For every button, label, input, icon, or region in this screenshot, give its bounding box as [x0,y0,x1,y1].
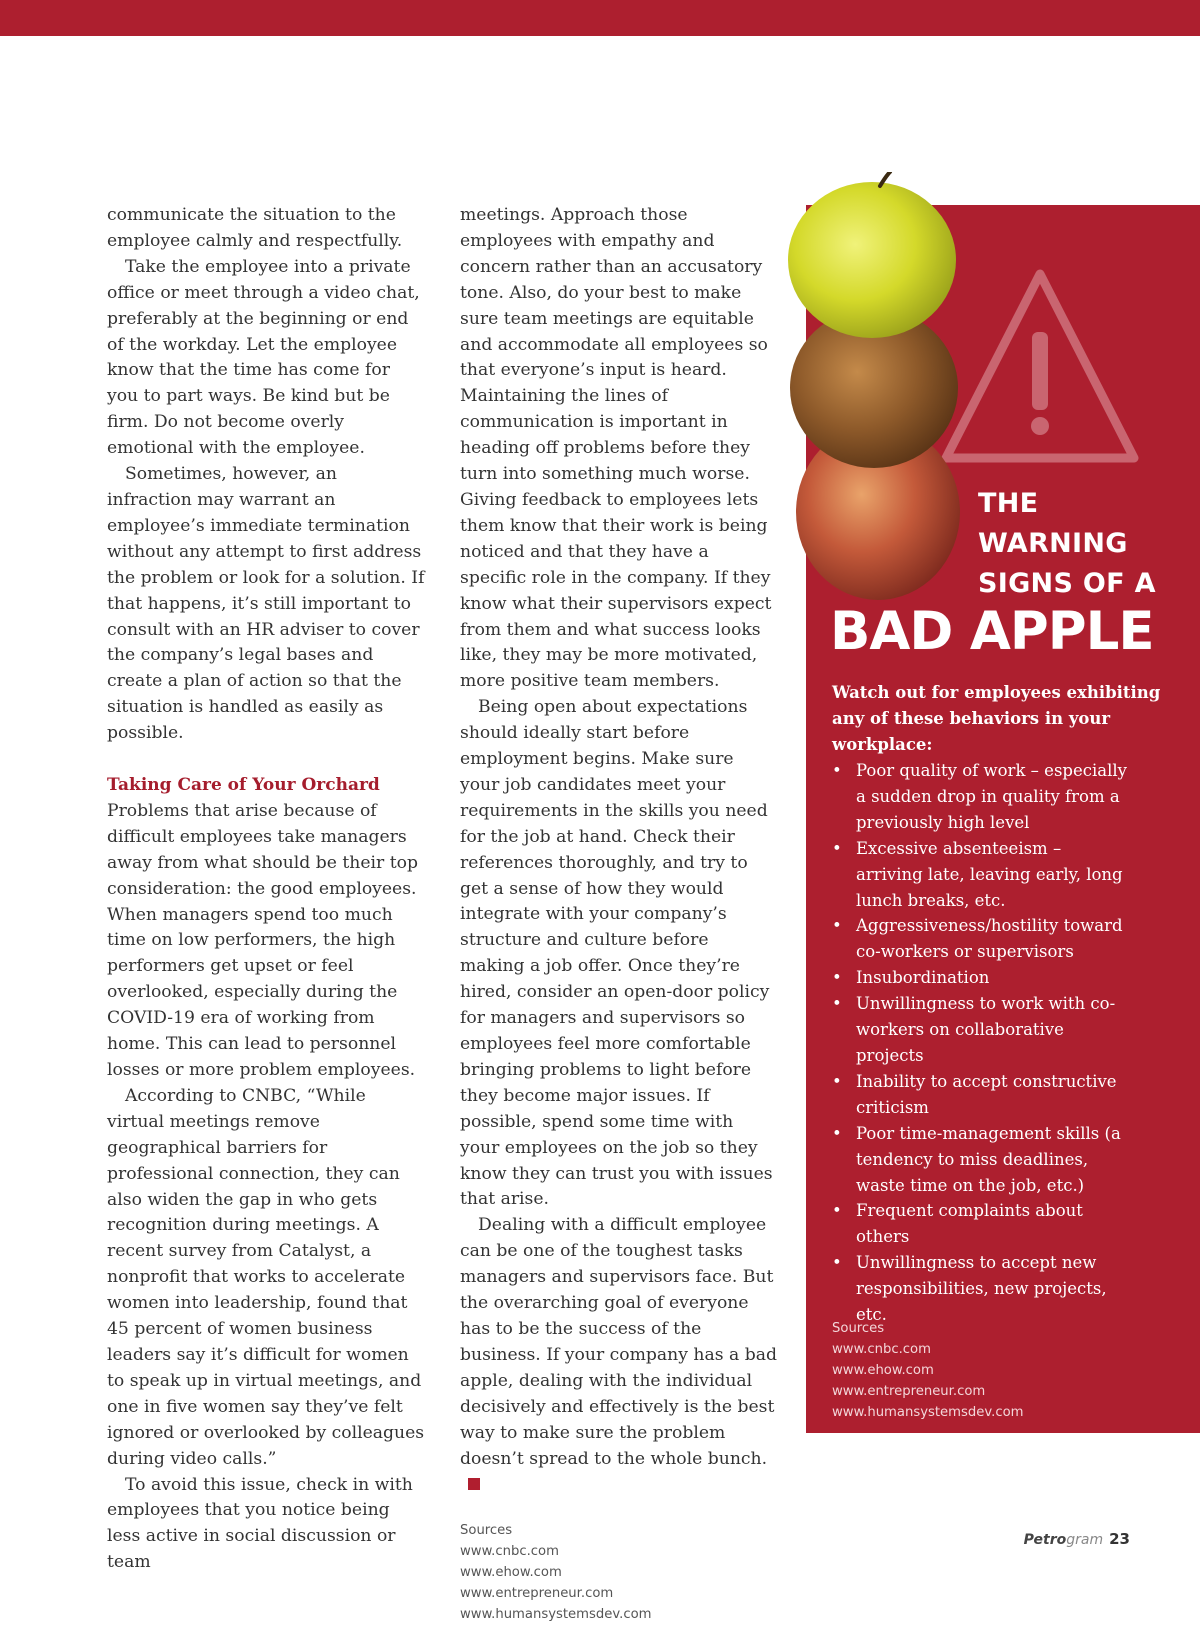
source-link[interactable]: www.ehow.com [460,1565,562,1581]
list-item [832,1198,1132,1250]
bullet-icon: • [832,1071,842,1091]
source-link[interactable]: www.humansystemsdev.com [460,1607,652,1623]
sources-label: Sources [460,1523,513,1539]
bullet-icon: • [832,968,842,988]
paragraph: To avoid this issue, check in with employees that you notice being less active in social discussion or team [107,1474,413,1573]
list-item-text: Frequent complaints about others [856,1201,1083,1247]
list-item [832,758,1132,836]
list-item [832,1069,1132,1121]
source-link[interactable]: www.ehow.com [832,1363,934,1378]
list-item [832,836,1132,914]
list-item-text: Insubordination [856,968,990,988]
source-link[interactable]: www.cnbc.com [832,1342,931,1357]
section-heading: Taking Care of Your Orchard [107,775,380,796]
list-item [832,965,1132,991]
bullet-icon: • [832,994,842,1014]
list-item [832,1121,1132,1199]
list-item [832,913,1132,965]
sidebar-title-line: SIGNS OF A [978,568,1156,599]
paragraph: Take the employee into a private office or meet through a video chat, preferably at the beginning or end of the workday. Let the employee know that the time has come for you to part ways. Be kind but be firm. Do not become overly emotional with the employee. [107,256,420,459]
paragraph: Problems that arise because of difficult employees take managers away from what should be their top consideration: the good employees. When managers spend too much time on low performers, the high performers get upset or feel overlooked, especially during the COVID-19 era of working from home. This can lead to personnel losses or more problem employees. [107,800,418,1080]
source-link[interactable]: www.humansystemsdev.com [832,1405,1024,1420]
sidebar-title-big: BAD APPLE [830,601,1154,662]
source-link[interactable]: www.entrepreneur.com [460,1586,614,1602]
sidebar-intro: Watch out for employees exhibiting any of these behaviors in your workplace: [832,683,1161,754]
sidebar-title-line: WARNING [978,528,1128,559]
list-item-text: Unwillingness to work with co-workers on collaborative projects [856,994,1116,1065]
bullet-icon: • [832,916,842,936]
paragraph: meetings. Approach those employees with empathy and concern rather than an accusatory tone. Also, do your best to make sure team meetings are equitable and accommodate all employees so that everyone’s input is heard. Maintaining the lines of communication is important in heading off problems before they turn into something much worse. Giving feedback to employees lets them know that their work is being noticed and that they have a specific role in the company. If they know what their supervisors expect from them and what success looks like, they may be more motivated, more positive team members. [460,205,772,692]
sidebar-bullet-list [832,758,1132,1328]
source-link[interactable]: www.entrepreneur.com [832,1384,986,1399]
list-item [832,991,1132,1069]
bullet-icon: • [832,1253,842,1273]
sidebar-title-line: THE [978,488,1039,519]
list-item-text: Aggressiveness/hostility toward co-workers or supervisors [856,916,1123,962]
page-footer [1024,1530,1130,1548]
article-column-2 [460,203,778,1625]
sidebar-sources-list [832,1318,1024,1423]
paragraph-text: Dealing with a difficult employee can be one of the toughest tasks managers and supervisors face. But the overarching goal of everyone has to be the success of the business. If your company has a bad apple, dealing with the individual decisively and effectively is the best way to make sure the problem doesn’t spread to the whole bunch. [460,1215,777,1469]
apple-stack-image [782,172,972,604]
article-column-1 [107,203,425,1576]
list-item-text: Excessive absenteeism – arriving late, leaving early, long lunch breaks, etc. [856,838,1123,910]
sources-list [460,1520,778,1625]
end-of-article-square-icon [468,1478,480,1490]
magazine-brand-bold: Petro [1023,1532,1067,1548]
paragraph [460,1213,778,1498]
list-item [832,1250,1132,1328]
list-item-text: Unwillingness to accept new responsibilities, new projects, etc. [856,1253,1107,1325]
paragraph: Sometimes, however, an infraction may warrant an employee’s immediate termination without any attempt to first address the problem or look for a solution. If that happens, it’s still important to consult with an HR adviser to cover the company’s legal bases and create a plan of action so that the situation is handled as easily as possible. [107,464,425,744]
sources-label: Sources [832,1321,885,1336]
list-item-text: Poor time-management skills (a tendency to miss deadlines, waste time on the job, etc.) [856,1123,1121,1195]
list-item-text: Poor quality of work – especially a sudden drop in quality from a previously high level [856,761,1127,832]
paragraph: communicate the situation to the employee calmly and respectfully. [107,205,403,251]
sidebar-title-lines [978,484,1178,604]
paragraph: Being open about expectations should ideally start before employment begins. Make sure your job candidates meet your requirements in the skills you need for the job at hand. Check their references thoroughly, and try to get a sense of how they would integrate with your company’s structure and culture before making a job offer. Once they’re hired, consider an open-door policy for managers and supervisors so employees feel more comfortable bringing problems to light before they become major issues. If possible, spend some time with your employees on the job so they know they can trust you with issues that arise. [460,697,773,1210]
magazine-brand-light: gram [1066,1532,1104,1548]
bullet-icon: • [832,838,842,858]
page-number: 23 [1109,1530,1130,1548]
list-item-text: Inability to accept constructive criticism [856,1071,1117,1117]
bullet-icon: • [832,1123,842,1143]
paragraph: According to CNBC, “While virtual meetings remove geographical barriers for professional connection, they can also widen the gap in who gets recognition during meetings. A recent survey from Catalyst, a nonprofit that works to accelerate women into leadership, found that 45 percent of women business leaders say it’s difficult for women to speak up in virtual meetings, and one in five women say they’ve felt ignored or overlooked by colleagues during video calls.” [107,1085,425,1469]
top-accent-bar [0,0,1200,36]
bullet-icon: • [832,761,842,780]
source-link[interactable]: www.cnbc.com [460,1544,559,1560]
bullet-icon: • [832,1201,842,1221]
